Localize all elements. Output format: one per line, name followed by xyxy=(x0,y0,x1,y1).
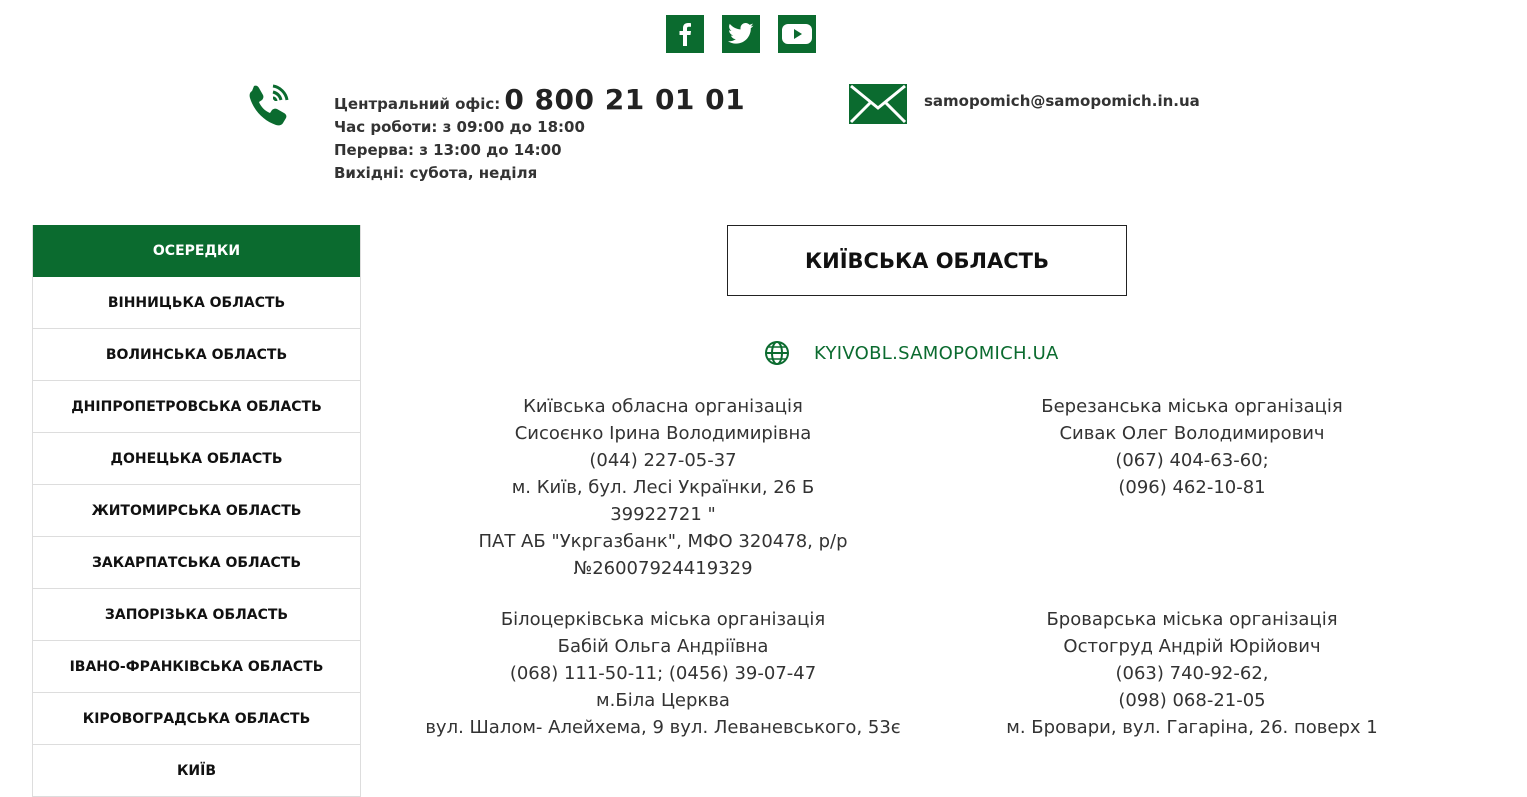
break-hours: Перерва: з 13:00 до 14:00 xyxy=(334,141,562,159)
org-line: 39922721 " xyxy=(610,504,716,525)
org-line: (063) 740-92-62, xyxy=(1115,663,1269,684)
twitter-link[interactable] xyxy=(722,15,760,53)
weekend-days: Вихідні: субота, неділя xyxy=(334,164,538,182)
org-line: Бабій Ольга Андріївна xyxy=(557,636,769,657)
sidebar-item-vinnytsia[interactable]: ВІННИЦЬКА ОБЛАСТЬ xyxy=(33,277,360,329)
region-site-link[interactable] xyxy=(764,340,1059,366)
region-title: КИЇВСЬКА ОБЛАСТЬ xyxy=(727,225,1127,296)
org-line: Броварська міська організація xyxy=(1046,609,1338,630)
org-line: (068) 111-50-11; (0456) 39-07-47 xyxy=(509,663,817,684)
working-hours: Час роботи: з 09:00 до 18:00 xyxy=(334,118,585,136)
sidebar-item-zaporizhzhia[interactable]: ЗАПОРІЗЬКА ОБЛАСТЬ xyxy=(33,589,360,641)
facebook-link[interactable] xyxy=(666,15,704,53)
contact-info xyxy=(334,83,746,185)
sidebar-item-kirovohrad[interactable]: КІРОВОГРАДСЬКА ОБЛАСТЬ xyxy=(33,693,360,745)
org-line: м.Біла Церква xyxy=(596,690,730,711)
org-line: Сивак Олег Володимирович xyxy=(1059,423,1325,444)
globe-icon xyxy=(764,340,790,366)
org-card xyxy=(443,393,883,582)
regions-sidebar xyxy=(32,225,361,797)
org-line: Сисоєнко Ірина Володимирівна xyxy=(514,423,812,444)
facebook-icon xyxy=(675,22,695,46)
sidebar-item-ivano-frankivsk[interactable]: ІВАНО-ФРАНКІВСЬКА ОБЛАСТЬ xyxy=(33,641,360,693)
org-line: (044) 227-05-37 xyxy=(589,450,737,471)
org-line: Березанська міська організація xyxy=(1041,396,1343,417)
youtube-link[interactable] xyxy=(778,15,816,53)
sidebar-item-zhytomyr[interactable]: ЖИТОМИРСЬКА ОБЛАСТЬ xyxy=(33,485,360,537)
social-links xyxy=(666,15,816,53)
org-line: вул. Шалом- Алейхема, 9 вул. Леваневського, 53є xyxy=(425,717,901,738)
sidebar-item-branches[interactable]: ОСЕРЕДКИ xyxy=(33,225,360,277)
org-line: ПАТ АБ "Укргазбанк", МФО 320478, р/р xyxy=(478,531,848,552)
org-line: Остогруд Андрій Юрійович xyxy=(1063,636,1321,657)
office-line xyxy=(334,83,746,116)
org-line: Київська обласна організація xyxy=(523,396,803,417)
org-line: (067) 404-63-60; xyxy=(1115,450,1269,471)
email-link[interactable]: samopomich@samopomich.in.ua xyxy=(924,92,1200,110)
org-line: Білоцерківська міська організація xyxy=(500,609,826,630)
phone-icon xyxy=(243,80,295,132)
office-phone[interactable]: 0 800 21 01 01 xyxy=(504,83,746,116)
sidebar-item-kyiv[interactable]: КИЇВ xyxy=(33,745,360,797)
sidebar-item-zakarpattia[interactable]: ЗАКАРПАТСЬКА ОБЛАСТЬ xyxy=(33,537,360,589)
sidebar-item-donetsk[interactable]: ДОНЕЦЬКА ОБЛАСТЬ xyxy=(33,433,360,485)
org-line: м. Бровари, вул. Гагаріна, 26. поверх 1 xyxy=(1006,717,1378,738)
org-card xyxy=(413,606,913,741)
org-line: (098) 068-21-05 xyxy=(1118,690,1266,711)
org-line: №26007924419329 xyxy=(573,558,753,579)
youtube-icon xyxy=(782,23,812,45)
org-card xyxy=(972,393,1412,501)
org-line: (096) 462-10-81 xyxy=(1118,477,1266,498)
office-label: Центральний офіс: xyxy=(334,95,501,113)
sidebar-item-volyn[interactable]: ВОЛИНСЬКА ОБЛАСТЬ xyxy=(33,329,360,381)
mail-icon xyxy=(849,84,907,124)
org-line: м. Київ, бул. Лесі Українки, 26 Б xyxy=(511,477,815,498)
org-card xyxy=(972,606,1412,741)
sidebar-item-dnipropetrovsk[interactable]: ДНІПРОПЕТРОВСЬКА ОБЛАСТЬ xyxy=(33,381,360,433)
twitter-icon xyxy=(728,23,754,45)
region-site-url[interactable]: KYIVOBL.SAMOPOMICH.UA xyxy=(814,342,1059,364)
